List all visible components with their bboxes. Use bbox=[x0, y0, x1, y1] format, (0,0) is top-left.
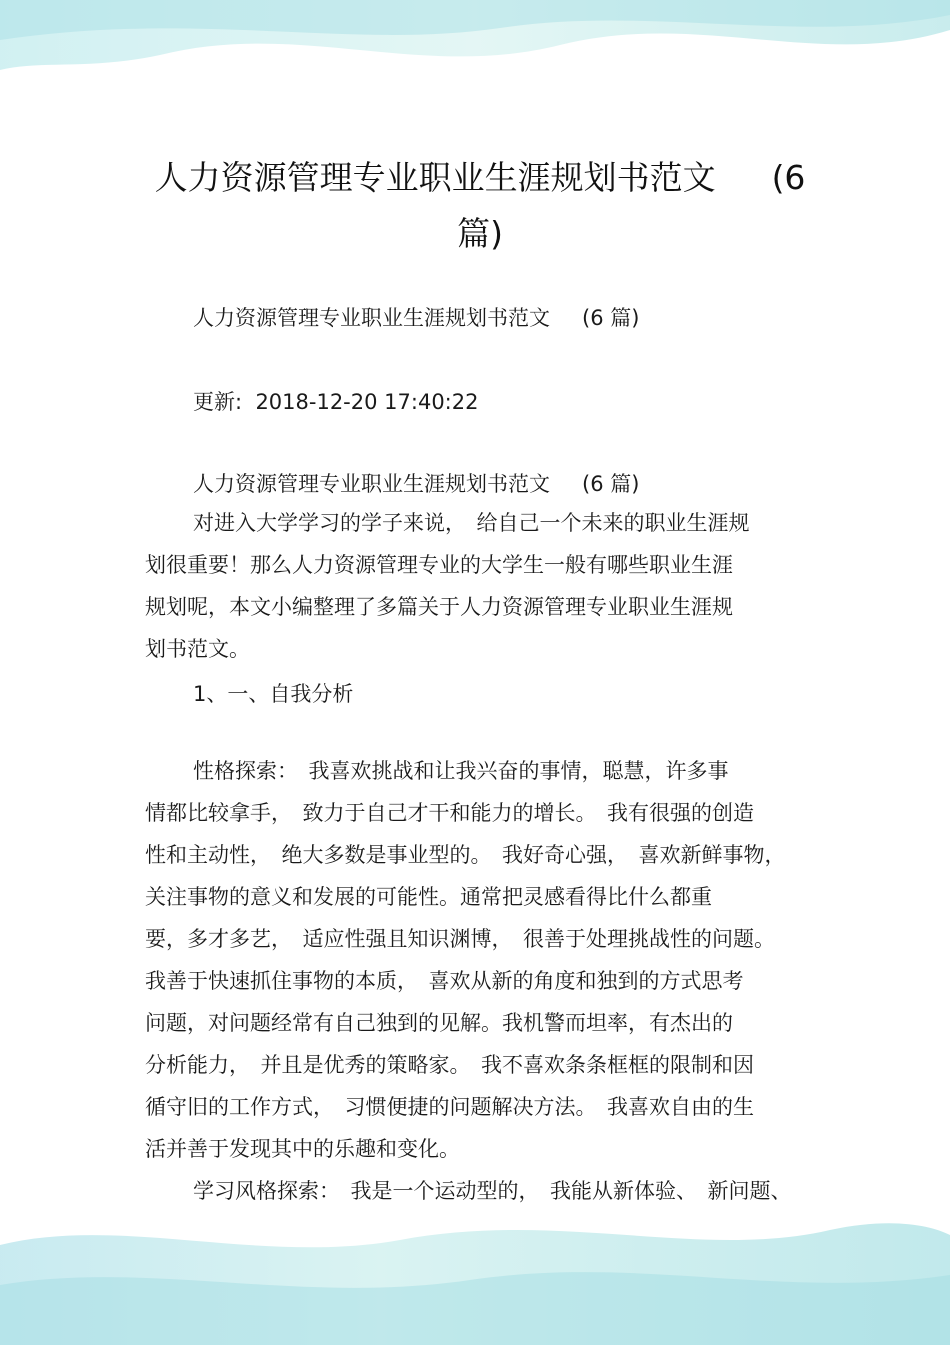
subtitle-count: (6 篇) bbox=[582, 306, 640, 330]
paragraph-line: 分析能力， 并且是优秀的策略家。 我不喜欢条条框框的限制和因 bbox=[145, 1053, 754, 1077]
document-title bbox=[150, 150, 810, 262]
section-heading-repeat bbox=[193, 468, 639, 498]
paragraph-line: 问题，对问题经常有自己独到的见解。我机警而坦率，有杰出的 bbox=[145, 1011, 733, 1035]
paragraph-line: 情都比较拿手， 致力于自己才干和能力的增长。 我有很强的创造 bbox=[145, 801, 754, 825]
section-heading-self-analysis: 1、一、自我分析 bbox=[193, 682, 354, 706]
paragraph-line: 要，多才多艺， 适应性强且知识渊博， 很善于处理挑战性的问题。 bbox=[145, 927, 775, 951]
update-info bbox=[193, 386, 478, 416]
heading-repeat-count: (6 篇) bbox=[582, 472, 640, 496]
intro-paragraph bbox=[145, 502, 805, 670]
title-text: 人力资源管理专业职业生涯规划书范文 bbox=[154, 158, 716, 197]
paragraph-line: 规划呢，本文小编整理了多篇关于人力资源管理专业职业生涯规 bbox=[145, 595, 733, 619]
subtitle bbox=[193, 302, 639, 332]
paragraph-line: 性格探索： 我喜欢挑战和让我兴奋的事情，聪慧，许多事 bbox=[193, 759, 729, 783]
title-count: (6 bbox=[771, 158, 806, 197]
title-line-1 bbox=[150, 150, 810, 206]
paragraph-line: 性和主动性， 绝大多数是事业型的。 我好奇心强， 喜欢新鲜事物， bbox=[145, 843, 786, 867]
update-timestamp: 2018-12-20 17:40:22 bbox=[255, 390, 479, 414]
paragraph-line: 我善于快速抓住事物的本质， 喜欢从新的角度和独到的方式思考 bbox=[145, 969, 744, 993]
heading-repeat-text: 人力资源管理专业职业生涯规划书范文 bbox=[193, 472, 550, 496]
paragraph-line: 对进入大学学习的学子来说， 给自己一个未来的职业生涯规 bbox=[193, 511, 750, 535]
subtitle-text: 人力资源管理专业职业生涯规划书范文 bbox=[193, 306, 550, 330]
paragraph-line: 活并善于发现其中的乐趣和变化。 bbox=[145, 1137, 460, 1161]
paragraph-line: 关注事物的意义和发展的可能性。通常把灵感看得比什么都重 bbox=[145, 885, 712, 909]
learning-style-paragraph bbox=[145, 1170, 805, 1212]
paragraph-line: 循守旧的工作方式， 习惯便捷的问题解决方法。 我喜欢自由的生 bbox=[145, 1095, 754, 1119]
title-line-2: 篇) bbox=[457, 214, 503, 253]
update-label: 更新: bbox=[193, 390, 243, 414]
paragraph-line: 划很重要！那么人力资源管理专业的大学生一般有哪些职业生涯 bbox=[145, 553, 733, 577]
personality-paragraph bbox=[145, 750, 805, 1170]
paragraph-line: 学习风格探索： 我是一个运动型的， 我能从新体验、 新问题、 bbox=[193, 1179, 792, 1203]
paragraph-line: 划书范文。 bbox=[145, 637, 250, 661]
